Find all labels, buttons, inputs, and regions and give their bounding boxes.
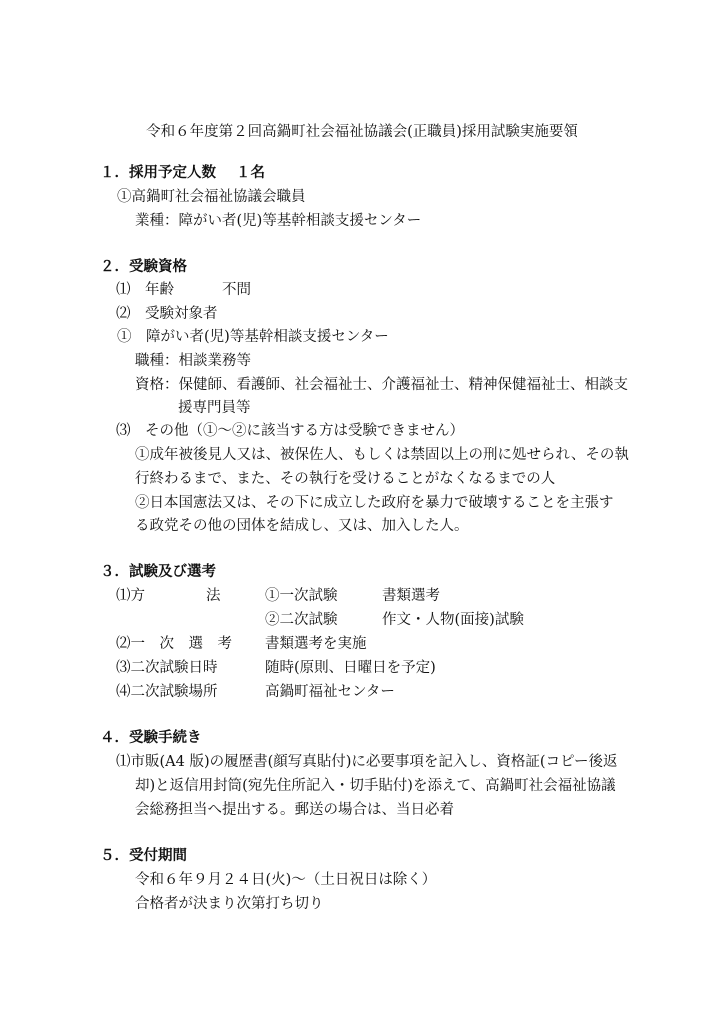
second-stage-label: ②二次試験 (265, 612, 338, 628)
exclusion-2-line-2: る政党その他の団体を結成し、又は、加入した人。 (135, 518, 469, 534)
section-1-heading: １．採用予定人数 (100, 164, 216, 181)
job-type: 業種：障がい者(児)等基幹相談支援センター (135, 213, 422, 229)
job-category: 職種：相談業務等 (135, 353, 251, 369)
section-2-heading: ２．受験資格 (100, 258, 187, 275)
age-value: 不問 (222, 282, 251, 298)
other-conditions-label: ⑶ その他（①～②に該当する方は受験できません） (116, 423, 464, 439)
closing-note: 合格者が決まり次第打ち切り (135, 896, 324, 912)
qualifications-line-2: 援専門員等 (178, 400, 251, 416)
first-stage-detail: 書類選考 (382, 588, 440, 604)
exclusion-2-line-1: ②日本国憲法又は、その下に成立した政府を暴力で破壊することを主張す (135, 495, 614, 511)
exam-place-label: ⑷二次試験場所 (116, 684, 218, 700)
exam-place-value: 高鍋町福祉センター (265, 684, 395, 700)
section-3-heading: ３．試験及び選考 (100, 563, 216, 580)
center-item: ① 障がい者(児)等基幹相談支援センター (117, 329, 389, 345)
age-label: ⑴ 年齢 (116, 282, 174, 298)
exclusion-1-line-1: ①成年被後見人又は、被保佐人、もしくは禁固以上の刑に処せられ、その執 (135, 447, 629, 463)
reception-period: 令和６年９月２４日(火)～（土日祝日は除く） (135, 872, 437, 888)
procedure-line-1: ⑴市販(A4 版)の履歴書(顔写真貼付)に必要事項を記入し、資格証(コピー後返 (116, 754, 618, 770)
document-title: 令和６年度第２回高鍋町社会福祉協議会(正職員)採用試験実施要領 (146, 124, 578, 140)
eligible-target-label: ⑵ 受験対象者 (116, 306, 218, 322)
second-stage-detail: 作文・人物(面接)試験 (382, 612, 524, 628)
first-stage-label: ①一次試験 (265, 588, 338, 604)
qualifications-line-1: 資格：保健師、看護師、社会福祉士、介護福祉士、精神保健福祉士、相談支 (135, 377, 628, 393)
method-label-start: ⑴方 (116, 588, 145, 604)
exclusion-1-line-2: 行終わるまで、また、その執行を受けることがなくなるまでの人 (135, 471, 556, 487)
method-label-end: 法 (206, 588, 221, 604)
hiring-count: １名 (236, 164, 265, 181)
organization-item: ①高鍋町社会福祉協議会職員 (117, 189, 306, 205)
section-5-heading: ５．受付期間 (100, 847, 187, 864)
exam-date-value: 随時(原則、日曜日を予定) (265, 660, 436, 676)
procedure-line-2: 却)と返信用封筒(宛先住所記入・切手貼付)を添えて、高鍋町社会福祉協議 (135, 778, 616, 794)
procedure-line-3: 会総務担当へ提出する。郵送の場合は、当日必着 (135, 802, 454, 818)
section-4-heading: ４．受験手続き (100, 729, 202, 746)
exam-date-label: ⑶二次試験日時 (116, 660, 218, 676)
screening-value: 書類選考を実施 (265, 636, 367, 652)
screening-label: ⑵一 次 選 考 (116, 636, 232, 652)
